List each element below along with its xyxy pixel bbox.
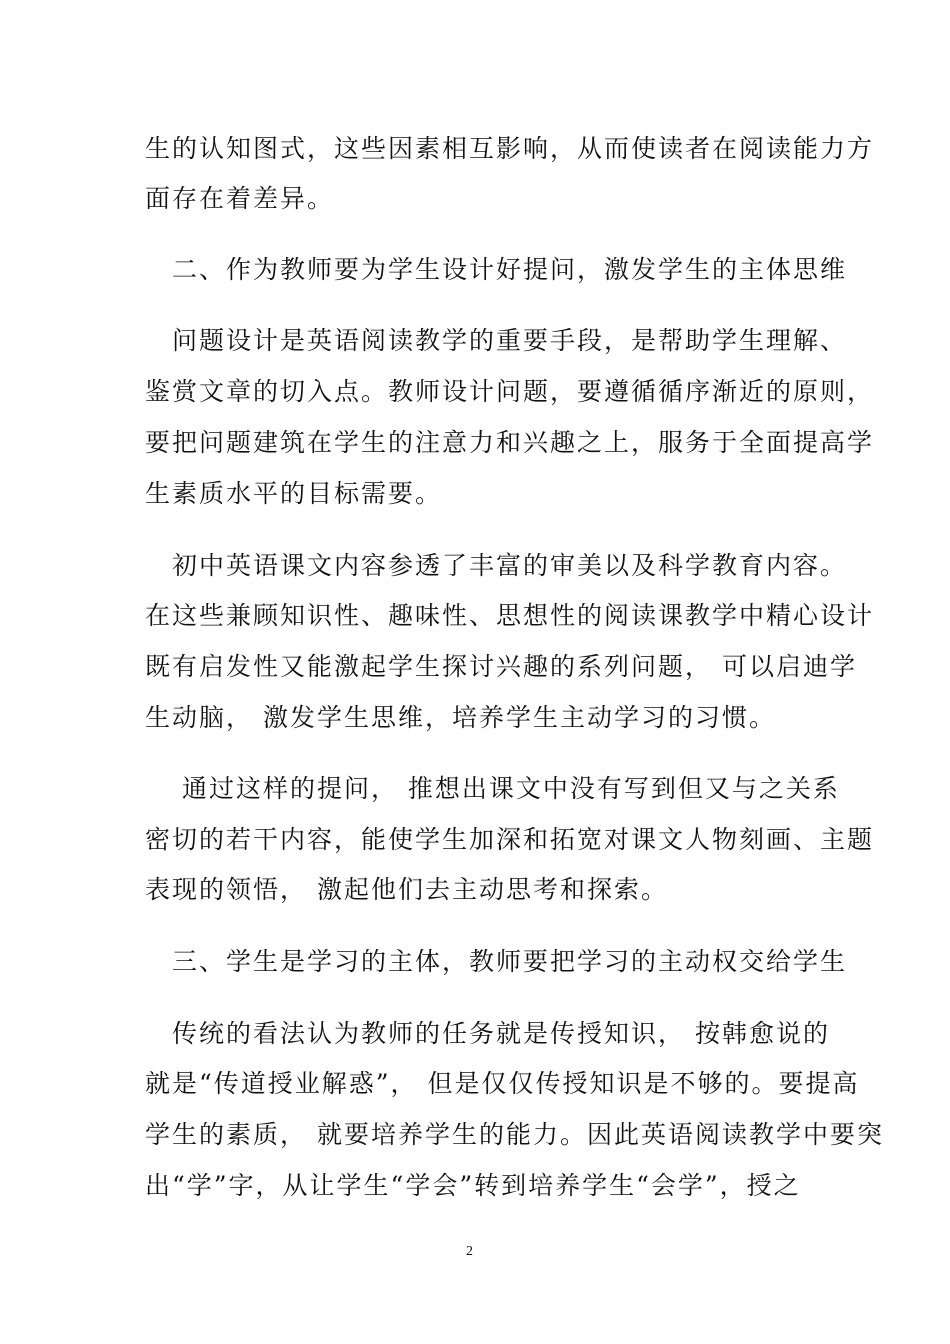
text-line: 既有启发性又能激起学生探讨兴趣的系列问题， 可以启迪学 [145, 652, 857, 681]
text-line: 要把问题建筑在学生的注意力和兴趣之上，服务于全面提高学 [145, 428, 875, 457]
text-line: 密切的若干内容，能使学生加深和拓宽对课文人物刻画、主题 [145, 825, 875, 854]
text-line: 生素质水平的目标需要。 [145, 479, 443, 508]
text-line: 学生的素质， 就要培养学生的能力。因此英语阅读教学中要突 [145, 1120, 884, 1149]
text-line: 初中英语课文内容参透了丰富的审美以及科学教育内容。 [145, 551, 848, 580]
page-number: 2 [466, 1244, 473, 1259]
text-line: 在这些兼顾知识性、趣味性、思想性的阅读课教学中精心设计 [145, 601, 875, 630]
text-line: 面存在着差异。 [145, 184, 335, 213]
text-line: 传统的看法认为教师的任务就是传授知识， 按韩愈说的 [145, 1019, 830, 1048]
text-line: 就是“传道授业解惑”， 但是仅仅传授知识是不够的。要提高 [145, 1069, 860, 1098]
text-line: 鉴赏文章的切入点。教师设计问题，要遵循循序渐近的原则， [145, 377, 875, 406]
text-line: 通过这样的提问， 推想出课文中没有写到但又与之关系 [145, 774, 840, 803]
text-line: 问题设计是英语阅读教学的重要手段，是帮助学生理解、 [145, 326, 848, 355]
section-heading: 二、作为教师要为学生设计好提问，激发学生的主体思维 [145, 255, 848, 284]
text-line: 表现的领悟， 激起他们去主动思考和探索。 [145, 875, 668, 904]
text-line: 生的认知图式，这些因素相互影响，从而使读者在阅读能力方 [145, 134, 875, 163]
section-heading: 三、学生是学习的主体，教师要把学习的主动权交给学生 [145, 947, 848, 976]
text-line: 出“学”字，从让学生“学会”转到培养学生“会学”，授之 [145, 1171, 801, 1200]
text-line: 生动脑， 激发学生思维，培养学生主动学习的习惯。 [145, 703, 776, 732]
